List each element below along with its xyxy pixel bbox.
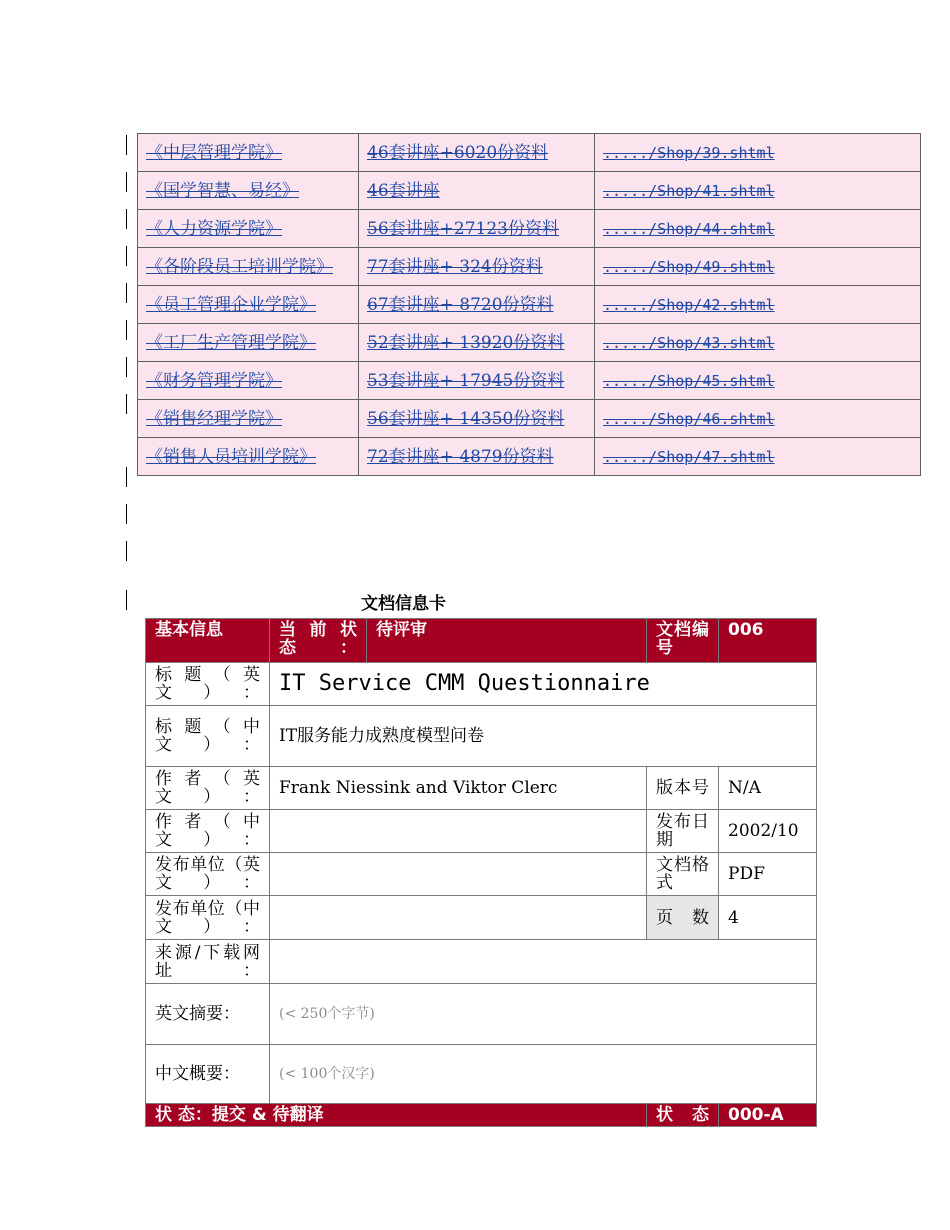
course-url-link[interactable]: ...../Shop/43.shtml (603, 334, 775, 352)
table-row (146, 810, 817, 853)
table-row (138, 400, 921, 438)
card-header-row (146, 619, 817, 663)
title-cn-value: IT服务能力成熟度模型问卷 (270, 706, 817, 767)
version-label: 版本号 (647, 767, 719, 810)
table-row (138, 324, 921, 362)
source-value (270, 940, 817, 984)
course-desc-link[interactable]: 67套讲座+ 8720份资料 (367, 295, 554, 315)
table-row (146, 767, 817, 810)
table-row (138, 172, 921, 210)
course-name-link[interactable]: 《各阶段员工培训学院》 (146, 257, 333, 277)
change-bar (126, 394, 127, 414)
course-link-table (137, 133, 921, 476)
date-label: 发布日期 (647, 810, 719, 853)
publisher-en-label: 发布单位（英文）： (146, 853, 270, 896)
document-info-card (145, 618, 817, 1127)
basic-info-label: 基本信息 (146, 619, 270, 663)
table-row (146, 940, 817, 984)
pages-label: 页数 (647, 896, 719, 940)
doc-no-value: 006 (719, 619, 817, 663)
course-name-link[interactable]: 《员工管理企业学院》 (146, 295, 316, 315)
change-bar (126, 320, 127, 340)
table-row (138, 248, 921, 286)
change-bar (126, 357, 127, 377)
abstract-cn-label: 中文概要： (146, 1045, 270, 1104)
course-desc-link[interactable]: 46套讲座+6020份资料 (367, 143, 549, 163)
course-url-link[interactable]: ...../Shop/47.shtml (603, 448, 775, 466)
publisher-cn-label: 发布单位（中文）： (146, 896, 270, 940)
author-cn-label: 作者（中文）： (146, 810, 270, 853)
state-text: 状 态：提交 & 待翻译 (146, 1104, 647, 1127)
author-en-value: Frank Niessink and Viktor Clerc (270, 767, 647, 810)
doc-no-label: 文档编号 (647, 619, 719, 663)
course-name-link[interactable]: 《销售人员培训学院》 (146, 447, 316, 467)
change-bar (126, 283, 127, 303)
state-value: 000-A (719, 1104, 817, 1127)
title-en-label: 标题（英文）： (146, 663, 270, 706)
course-desc-link[interactable]: 56套讲座+27123份资料 (367, 219, 559, 239)
course-url-link[interactable]: ...../Shop/45.shtml (603, 372, 775, 390)
course-name-link[interactable]: 《销售经理学院》 (146, 409, 282, 429)
change-bar (126, 467, 127, 487)
course-desc-link[interactable]: 53套讲座+ 17945份资料 (367, 371, 565, 391)
table-row (146, 896, 817, 940)
table-row (146, 706, 817, 767)
course-url-link[interactable]: ...../Shop/49.shtml (603, 258, 775, 276)
title-cn-label: 标题（中文）： (146, 706, 270, 767)
course-desc-link[interactable]: 46套讲座 (367, 181, 440, 201)
change-bar (126, 590, 127, 610)
current-status-value: 待评审 (367, 619, 647, 663)
abstract-cn-hint: (< 100个汉字) (270, 1045, 817, 1104)
publisher-cn-value (270, 896, 647, 940)
course-name-link[interactable]: 《工厂生产管理学院》 (146, 333, 316, 353)
version-value: N/A (719, 767, 817, 810)
course-url-link[interactable]: ...../Shop/46.shtml (603, 410, 775, 428)
course-url-link[interactable]: ...../Shop/42.shtml (603, 296, 775, 314)
author-en-label: 作者（英文）： (146, 767, 270, 810)
state-label: 状态 (647, 1104, 719, 1127)
course-url-link[interactable]: ...../Shop/39.shtml (603, 144, 775, 162)
card-title: 文档信息卡 (361, 594, 446, 614)
table-row (138, 362, 921, 400)
change-bar (126, 246, 127, 266)
table-row (146, 663, 817, 706)
course-desc-link[interactable]: 52套讲座+ 13920份资料 (367, 333, 565, 353)
change-bar (126, 172, 127, 192)
table-row (138, 438, 921, 476)
change-bar (126, 504, 127, 524)
table-row (146, 853, 817, 896)
format-label: 文档格式 (647, 853, 719, 896)
table-row (146, 1045, 817, 1104)
course-desc-link[interactable]: 77套讲座+ 324份资料 (367, 257, 543, 277)
current-status-label: 当前状态： (270, 619, 367, 663)
change-bar (126, 209, 127, 229)
course-desc-link[interactable]: 56套讲座+ 14350份资料 (367, 409, 565, 429)
date-value: 2002/10 (719, 810, 817, 853)
card-footer-row (146, 1104, 817, 1127)
abstract-en-label: 英文摘要： (146, 984, 270, 1045)
course-desc-link[interactable]: 72套讲座+ 4879份资料 (367, 447, 554, 467)
course-name-link[interactable]: 《国学智慧、易经》 (146, 181, 299, 201)
title-en-value: IT Service CMM Questionnaire (270, 663, 817, 706)
table-row (138, 134, 921, 172)
pages-value: 4 (719, 896, 817, 940)
publisher-en-value (270, 853, 647, 896)
course-name-link[interactable]: 《财务管理学院》 (146, 371, 282, 391)
change-bar (126, 541, 127, 561)
abstract-en-hint: (< 250个字节) (270, 984, 817, 1045)
source-label: 来源/下载网址： (146, 940, 270, 984)
format-value: PDF (719, 853, 817, 896)
table-row (138, 286, 921, 324)
author-cn-value (270, 810, 647, 853)
course-url-link[interactable]: ...../Shop/44.shtml (603, 220, 775, 238)
course-url-link[interactable]: ...../Shop/41.shtml (603, 182, 775, 200)
course-name-link[interactable]: 《中层管理学院》 (146, 143, 282, 163)
table-row (138, 210, 921, 248)
change-bar (126, 135, 127, 155)
table-row (146, 984, 817, 1045)
course-name-link[interactable]: 《人力资源学院》 (146, 219, 282, 239)
